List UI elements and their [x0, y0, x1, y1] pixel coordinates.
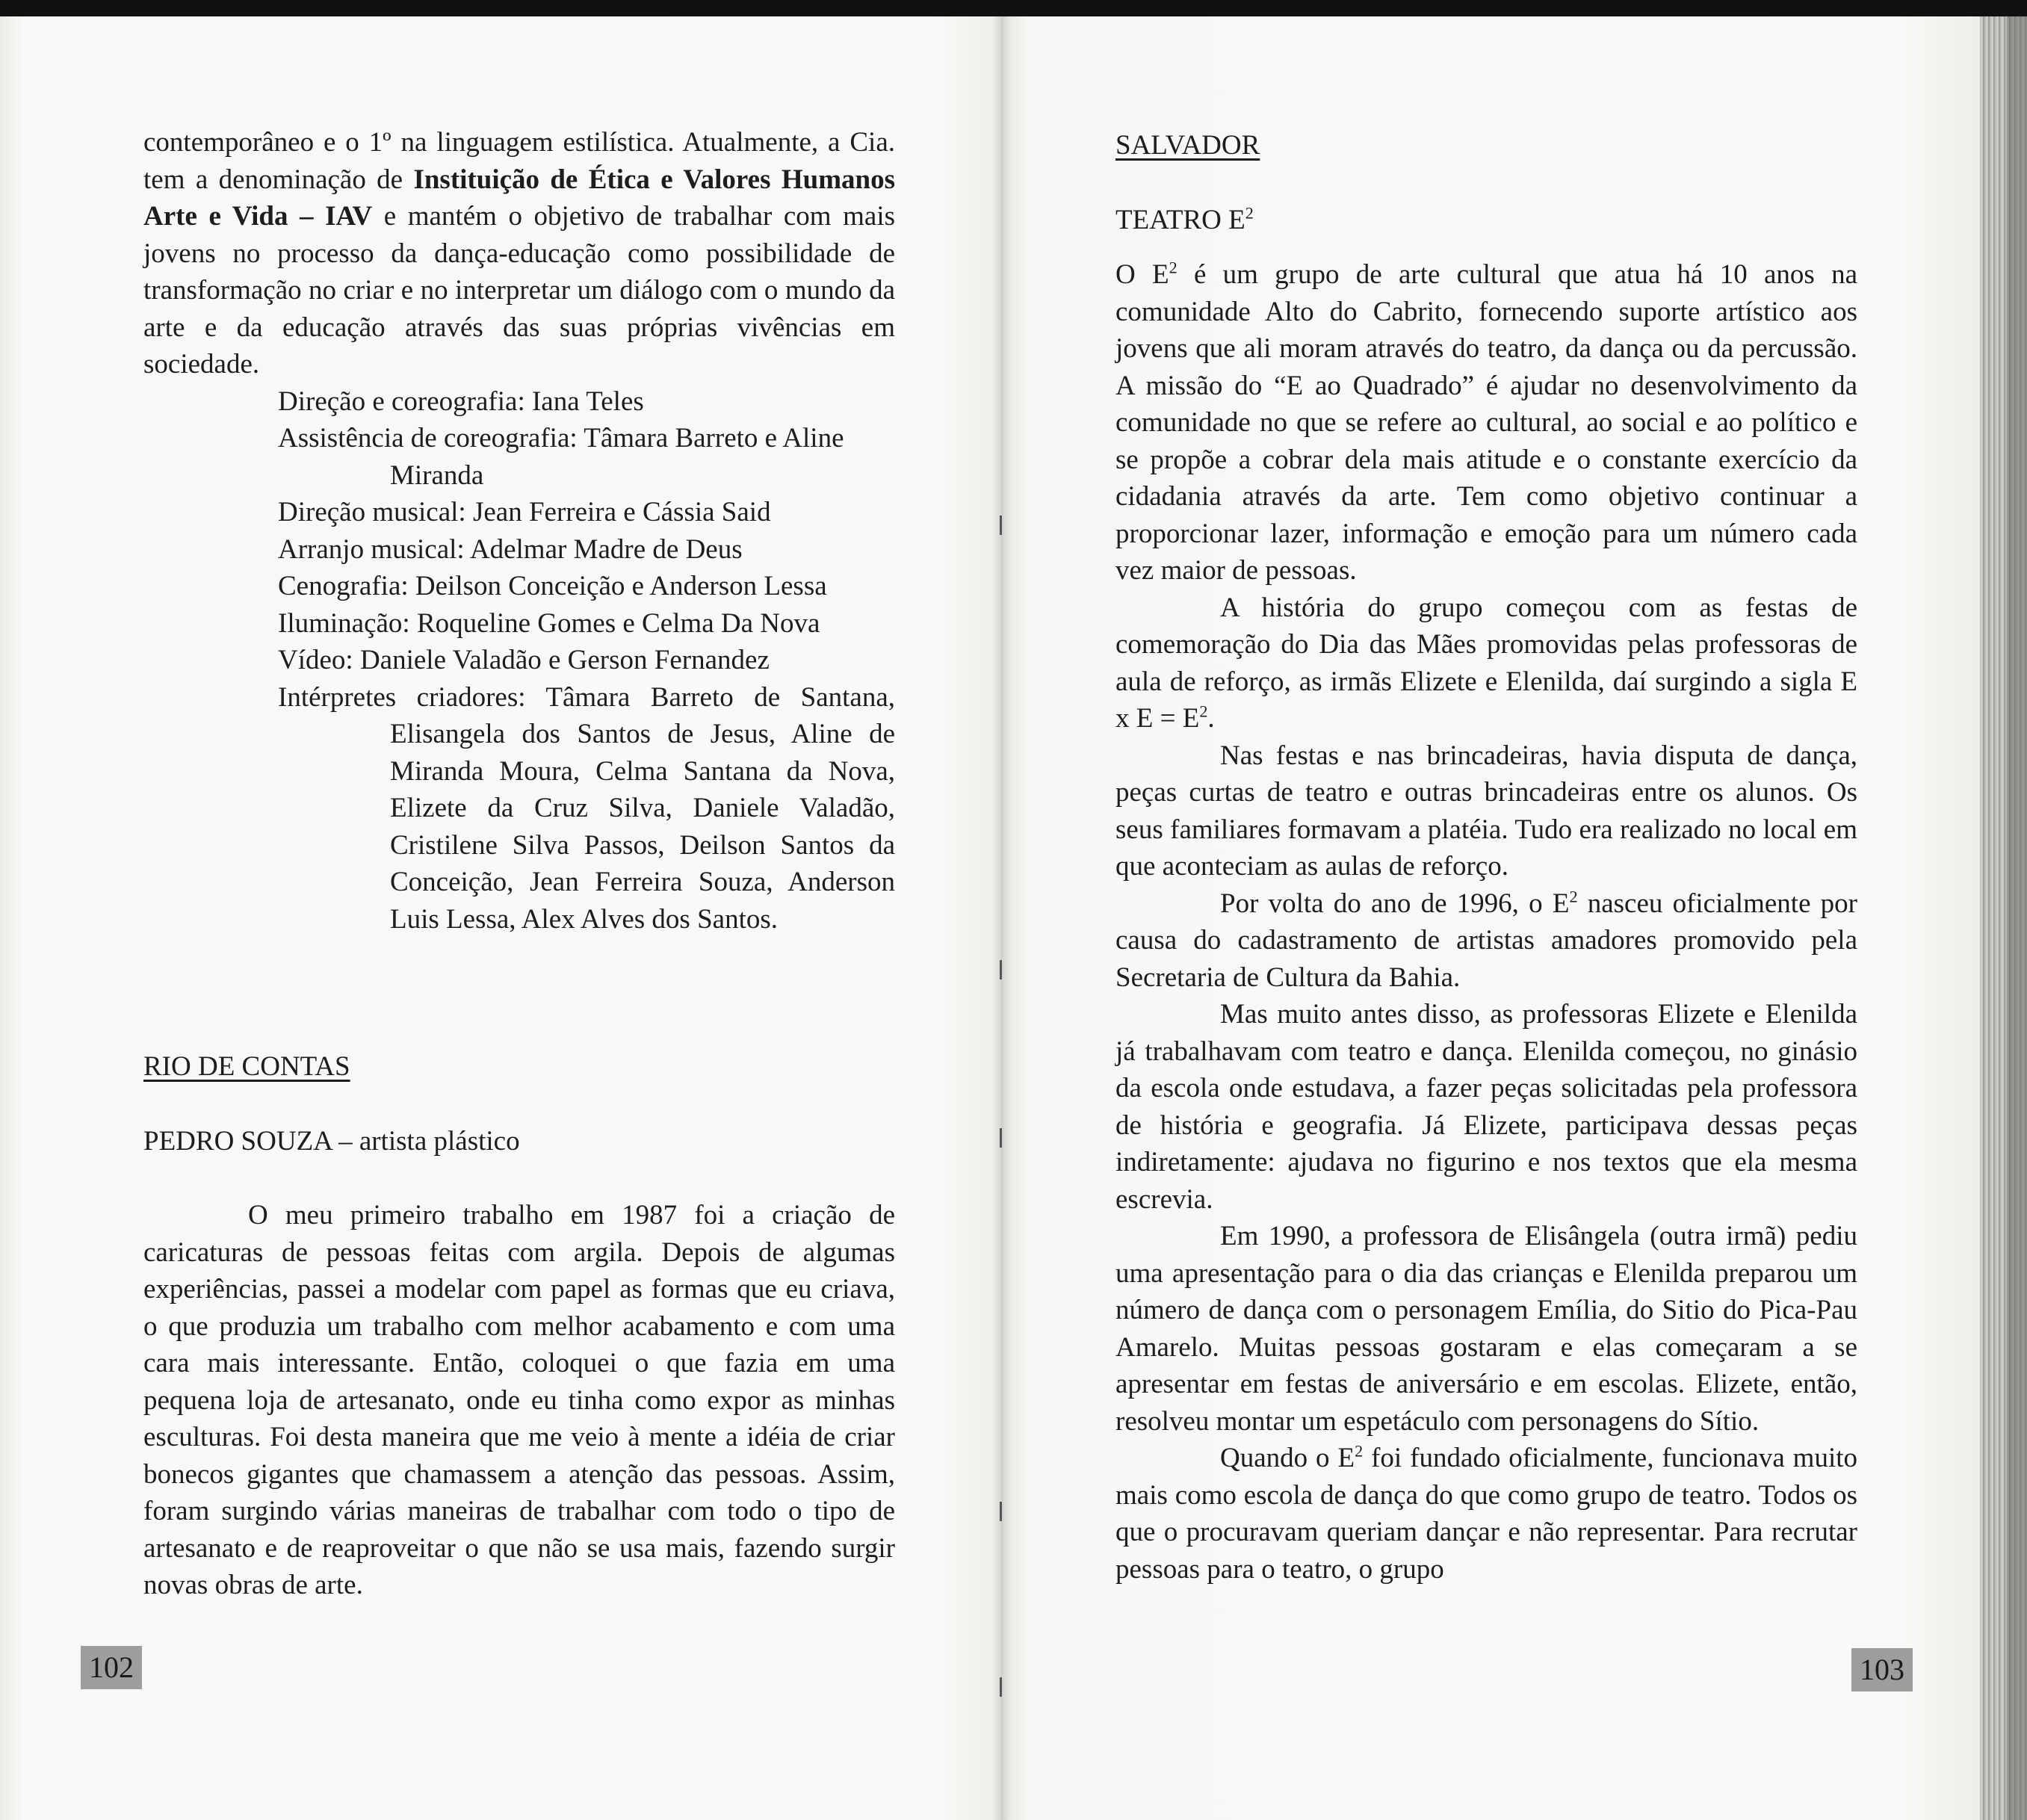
- credit-line: Cenografia: Deilson Conceição e Anderson Lessa: [278, 571, 827, 601]
- paragraph: [1115, 256, 1857, 589]
- group-title-sup: 2: [1245, 203, 1254, 223]
- right-text-column: [1115, 127, 1857, 1588]
- binding-mark: [1000, 960, 1002, 979]
- intro-paragraph: [143, 124, 895, 383]
- binding-mark: [1000, 1677, 1002, 1697]
- artist-name: PEDRO SOUZA – artista plástico: [143, 1125, 520, 1157]
- group-paragraphs: [1115, 256, 1857, 1588]
- left-section-rio: [143, 1048, 895, 1604]
- paragraph-text: nasceu oficialmente por causa do cadastramento de artistas amadores promovido pela Secretaria de Cultura da Bahia.: [1115, 888, 1858, 993]
- paragraph-text: .: [1207, 703, 1215, 734]
- binding-mark: [1000, 1502, 1002, 1521]
- page-number: 102: [81, 1646, 142, 1689]
- page-edges-shadow: [2007, 16, 2027, 1820]
- intro-text-rest: e mantém o objetivo de trabalhar com mais jovens no processo da dança-educação como possibilidade de transformação no criar e no interpretar um diálogo com o mundo da arte e da educação através das suas próprias vivências em sociedade.: [143, 201, 896, 380]
- credit-line: Iluminação: Roqueline Gomes e Celma Da Nova: [278, 607, 820, 639]
- paragraph-text: Nas festas e nas brincadeiras, havia disputa de dança, peças curtas de teatro e outras brincadeiras entre os alunos. Os seus familiares formavam a platéia. Tudo era realizado no local em que aconteciam as aulas de reforço.: [1115, 740, 1857, 882]
- scan-top-border: [0, 0, 2027, 16]
- paragraph: [1115, 1218, 1857, 1440]
- binding-mark: [1000, 1128, 1002, 1148]
- left-text-column: [143, 124, 895, 938]
- credit-line: Assistência de coreografia: Tâmara Barreto e Aline Miranda: [278, 423, 844, 491]
- institution-name: Instituição de Ética e Valores Humanos Arte e Vida – IAV: [143, 164, 895, 232]
- paragraph-text: foi fundado oficialmente, funcionava muito mais como escola de dança do que como grupo de teatro. Todos os que o procuravam queriam dançar e não representar. Para recrutar pessoas para o teatro, o grupo: [1115, 1443, 1857, 1585]
- paragraph-text: Mas muito antes disso, as professoras Elizete e Elenilda já trabalhavam com teatro e dança. Elenilda começou, no ginásio da escola onde estudava, a fazer peças solicitadas pela professora de história e geografia. Já Elizete, participava dessas peças indiretamente: ajudava no figurino e nos textos que ela mesma escrevia.: [1115, 999, 1857, 1215]
- superscript: 2: [1199, 702, 1208, 721]
- paragraph: [1115, 589, 1857, 737]
- superscript: 2: [1355, 1441, 1364, 1461]
- paragraph: [1115, 885, 1857, 997]
- paragraph: [1115, 1440, 1857, 1588]
- group-title-text: TEATRO E: [1115, 204, 1245, 235]
- credit-line: Direção e coreografia: Iana Teles: [278, 386, 644, 417]
- paragraph-text: A história do grupo começou com as festas de comemoração do Dia das Mães promovidas pelas professoras de aula de reforço, as irmãs Elizete e Elenilda, daí surgindo a sigla E x E = E: [1115, 592, 1857, 734]
- paragraph: [1115, 996, 1857, 1218]
- group-title: [1115, 202, 1857, 239]
- paragraph-text: Por volta do ano de 1996, o E: [1220, 888, 1570, 919]
- paragraph-text: Em 1990, a professora de Elisângela (outra irmã) pediu uma apresentação para o dia das crianças e Elenilda preparou um número de dança com o personagem Emília, do Sitio do Pica-Pau Amarelo. Muitas pessoas gostaram e elas começaram a se apresentar em festas de aniversário e em escolas. Elizete, então, resolveu montar um espetáculo com personagens do Sítio.: [1115, 1221, 1857, 1437]
- book-gutter: [992, 16, 1010, 1820]
- binding-mark: [1000, 516, 1002, 535]
- superscript: 2: [1569, 887, 1578, 906]
- page-number: 103: [1851, 1648, 1913, 1691]
- credit-line: Vídeo: Daniele Valadão e Gerson Fernandez: [278, 645, 770, 675]
- paragraph-text: Quando o E: [1220, 1443, 1355, 1473]
- section-heading: RIO DE CONTAS: [143, 1051, 350, 1082]
- paragraph: [1115, 737, 1857, 885]
- paragraph-text: é um grupo de arte cultural que atua há 10 anos na comunidade Alto do Cabrito, fornecendo suporte artístico aos jovens que ali moram através do teatro, da dança ou da percussão. A missão do “E ao Quadrado” é ajudar no desenvolvimento da comunidade no que se refere ao cultural, ao social e ao político e se propõe a cobrar dela mais atitude e o constante exercício da cidadania através da arte. Tem como objetivo continuar a proporcionar lazer, informação e emoção para um número cada vez maior de pessoas.: [1115, 259, 1857, 586]
- credit-performers: Intérpretes criadores: Tâmara Barreto de Santana, Elisangela dos Santos de Jesus, Aline de Miranda Moura, Celma Santana da Nova, Elizete da Cruz Silva, Daniele Valadão, Cristilene Silva Passos, Deilson Santos da Conceição, Jean Ferreira Souza, Anderson Luis Lessa, Alex Alves dos Santos.: [278, 681, 895, 935]
- paragraph-text: O E: [1115, 259, 1169, 290]
- credit-line: Direção musical: Jean Ferreira e Cássia Said: [278, 497, 771, 527]
- section-heading: SALVADOR: [1115, 130, 1260, 161]
- superscript: 2: [1169, 258, 1177, 277]
- artist-paragraph: O meu primeiro trabalho em 1987 foi a criação de caricaturas de pessoas feitas com argila. Depois de algumas experiências, passei a modelar com papel as formas que eu criava, o que produzia um trabalho com melhor acabamento e com uma cara mais interessante. Então, coloquei o que fazia em uma pequena loja de artesanato, onde eu tinha como expor as minhas esculturas. Foi desta maneira que me veio à mente a idéia de criar bonecos gigantes que chamassem a atenção das pessoas. Assim, foram surgindo várias maneiras de trabalhar com todo o tipo de artesanato e de reaproveitar o que não se usa mais, fazendo surgir novas obras de arte.: [143, 1200, 895, 1600]
- credit-line: Arranjo musical: Adelmar Madre de Deus: [278, 533, 743, 565]
- intro-text: contemporâneo e o 1º na linguagem estilística. Atualmente, a Cia. tem a denominação de: [143, 127, 895, 195]
